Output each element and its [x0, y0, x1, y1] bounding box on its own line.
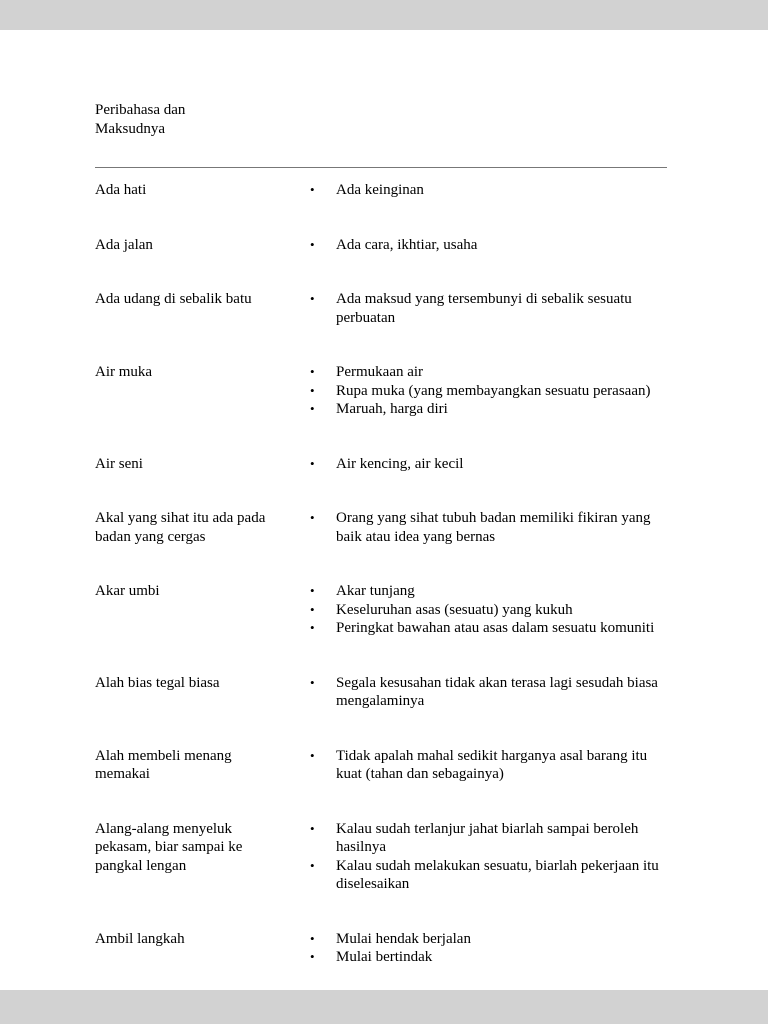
- entry-row: [95, 236, 667, 255]
- entry-row: [95, 455, 667, 474]
- meaning-text: Rupa muka (yang membayangkan sesuatu perasaan): [336, 382, 651, 399]
- bullet-icon: •: [310, 401, 315, 416]
- meaning-text: Segala kesusahan tidak akan terasa lagi sesudah biasa mengalaminya: [336, 674, 658, 709]
- entry-row: [95, 181, 667, 200]
- bullet-icon: •: [310, 820, 315, 836]
- entry-row: [95, 509, 667, 546]
- meanings-list: [310, 820, 667, 894]
- meanings-list: [310, 930, 667, 967]
- proverb-text: Ambil langkah: [95, 930, 185, 947]
- bullet-icon: •: [310, 382, 315, 398]
- meanings-list: [310, 747, 667, 784]
- meaning-item: [310, 181, 667, 200]
- meanings-list: [310, 509, 667, 546]
- meaning-text: Orang yang sihat tubuh badan memiliki fikiran yang baik atau idea yang bernas: [336, 510, 651, 545]
- meaning-text: Maruah, harga diri: [336, 401, 448, 417]
- meaning-item: [310, 930, 667, 949]
- meaning-text: Kalau sudah terlanjur jahat biarlah sampai beroleh hasilnya: [336, 820, 639, 855]
- meaning-item: [310, 601, 667, 620]
- meaning-text: Mulai bertindak: [336, 949, 433, 965]
- proverb-text: Air seni: [95, 455, 143, 472]
- proverb-text: Akal yang sihat itu ada pada badan yang cergas: [95, 510, 266, 545]
- meanings-list: [310, 455, 667, 474]
- meanings-list: [310, 236, 667, 255]
- bullet-icon: •: [310, 747, 315, 763]
- entry-row: [95, 290, 667, 327]
- meaning-item: [310, 455, 667, 474]
- proverb-text: Ada udang di sebalik batu: [95, 291, 252, 307]
- proverb-text: Alah membeli menang memakai: [95, 747, 232, 782]
- meaning-item: [310, 619, 667, 638]
- meaning-text: Permukaan air: [336, 364, 424, 380]
- entry-row: [95, 747, 667, 784]
- meaning-item: [310, 509, 667, 546]
- meanings-list: [310, 674, 667, 711]
- meaning-text: Ada cara, ikhtiar, usaha: [336, 236, 478, 253]
- meaning-item: [310, 674, 667, 711]
- meaning-item: [310, 400, 667, 419]
- proverb-text: Ada hati: [95, 182, 147, 198]
- meaning-item: [310, 363, 667, 382]
- bullet-icon: •: [310, 583, 315, 598]
- meanings-list: [310, 290, 667, 327]
- bullet-icon: •: [310, 949, 315, 964]
- bullet-icon: •: [310, 857, 315, 873]
- bullet-icon: •: [310, 455, 315, 471]
- proverb-text: Akar umbi: [95, 583, 160, 599]
- bullet-icon: •: [310, 236, 315, 252]
- meaning-text: Air kencing, air kecil: [336, 455, 464, 472]
- meaning-item: [310, 236, 667, 255]
- bullet-icon: •: [310, 182, 315, 197]
- entry-row: [95, 930, 667, 967]
- bullet-icon: •: [310, 674, 315, 690]
- meaning-item: [310, 820, 667, 857]
- header-divider: [95, 167, 667, 168]
- document-title: [95, 101, 667, 139]
- meaning-text: Keseluruhan asas (sesuatu) yang kukuh: [336, 601, 573, 618]
- meanings-list: [310, 363, 667, 419]
- meaning-text: Kalau sudah melakukan sesuatu, biarlah pekerjaan itu diselesaikan: [336, 857, 659, 892]
- proverb-text: Alang-alang menyeluk pekasam, biar sampai ke pangkal lengan: [95, 820, 243, 874]
- proverb-text: Ada jalan: [95, 236, 153, 253]
- meaning-item: [310, 290, 667, 327]
- meaning-text: Peringkat bawahan atau asas dalam sesuatu komuniti: [336, 620, 655, 636]
- title-line-1: Peribahasa dan: [95, 102, 186, 118]
- bullet-icon: •: [310, 930, 315, 946]
- proverb-text: Alah bias tegal biasa: [95, 674, 220, 691]
- page-content: [95, 101, 667, 1003]
- bullet-icon: •: [310, 510, 315, 525]
- bullet-icon: •: [310, 620, 315, 635]
- meaning-text: Mulai hendak berjalan: [336, 930, 471, 947]
- entry-row: [95, 820, 667, 894]
- entry-row: [95, 582, 667, 638]
- bullet-icon: •: [310, 601, 315, 617]
- meaning-text: Ada maksud yang tersembunyi di sebalik sesuatu perbuatan: [336, 291, 632, 326]
- bullet-icon: •: [310, 364, 315, 379]
- entry-row: [95, 674, 667, 711]
- meaning-text: Tidak apalah mahal sedikit harganya asal barang itu kuat (tahan dan sebagainya): [336, 747, 648, 782]
- meaning-item: [310, 948, 667, 967]
- title-line-2: Maksudnya: [95, 121, 165, 137]
- meanings-list: [310, 181, 667, 200]
- meaning-item: [310, 382, 667, 401]
- bullet-icon: •: [310, 291, 315, 306]
- meaning-item: [310, 582, 667, 601]
- entry-row: [95, 363, 667, 419]
- meaning-item: [310, 857, 667, 894]
- meanings-list: [310, 582, 667, 638]
- meaning-text: Akar tunjang: [336, 583, 415, 599]
- meaning-item: [310, 747, 667, 784]
- proverb-text: Air muka: [95, 364, 153, 380]
- meaning-text: Ada keinginan: [336, 182, 424, 198]
- document-page: [0, 30, 768, 990]
